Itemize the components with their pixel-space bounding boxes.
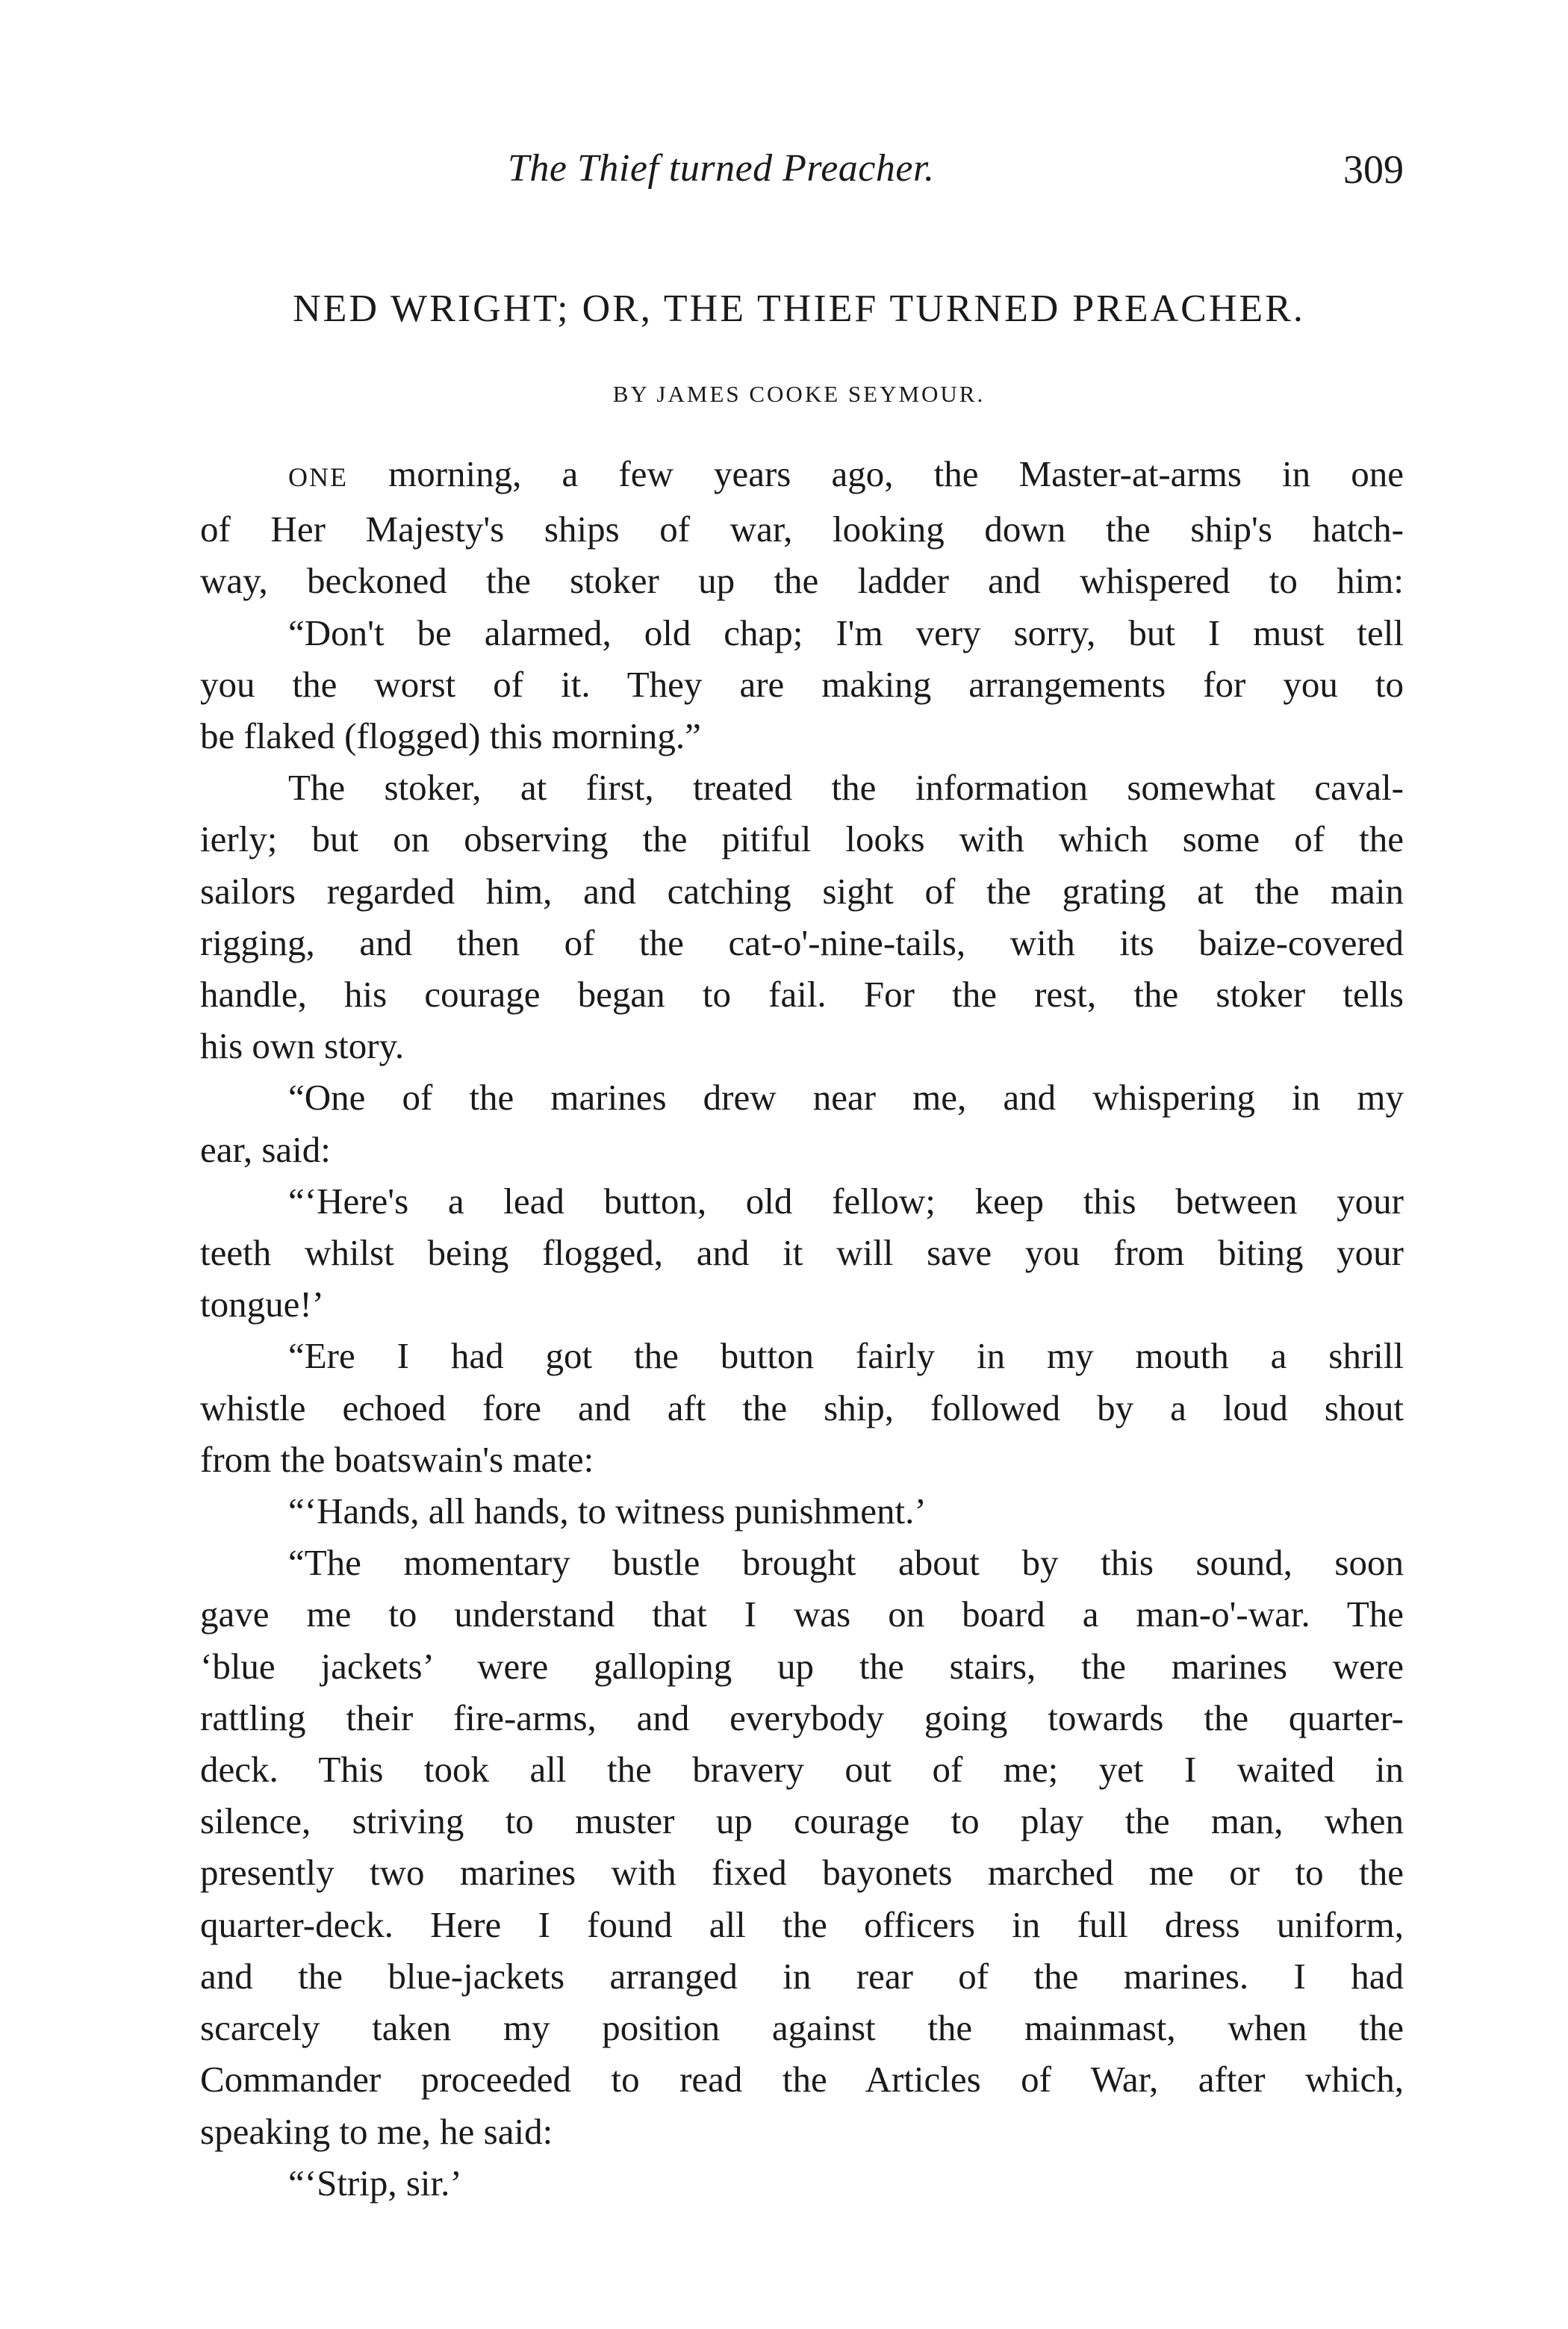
text-line: “‘Here's a lead button, old fellow; keep this between your — [288, 1180, 1404, 1222]
text-line: The stoker, at first, treated the information somewhat caval- — [288, 767, 1404, 809]
text-line: teeth whilst being flogged, and it will save you from biting your — [200, 1232, 1404, 1274]
text-line: rattling their fire-arms, and everybody going towards the quarter- — [200, 1697, 1404, 1738]
text-line: “The momentary bustle brought about by this sound, soon — [288, 1542, 1404, 1584]
text-line: way, beckoned the stoker up the ladder and whispered to him: — [200, 560, 1404, 602]
text-line: quarter-deck. Here I found all the officers in full dress uniform, — [200, 1903, 1404, 1945]
text-line: tongue!’ — [200, 1284, 324, 1325]
text-line: ierly; but on observing the pitiful looks with which some of the — [200, 818, 1404, 860]
text-line: ‘blue jackets’ were galloping up the stairs, the marines were — [200, 1645, 1404, 1687]
text-line: be flaked (flogged) this morning.” — [200, 715, 701, 757]
text-line: “Ere I had got the button fairly in my mouth a shrill — [288, 1335, 1404, 1377]
text-line: Commander proceeded to read the Articles of War, after which, — [200, 2059, 1404, 2101]
text-line: “One of the marines drew near me, and whispering in my — [288, 1077, 1404, 1119]
byline: BY JAMES COOKE SEYMOUR. — [612, 381, 986, 407]
text-line-content: morning, a few years ago, the Master-at-arms in one — [348, 453, 1404, 494]
text-line: sailors regarded him, and catching sight of the grating at the main — [200, 870, 1404, 912]
text-line: his own story. — [200, 1025, 405, 1067]
text-line: and the blue-jackets arranged in rear of the marines. I had — [200, 1955, 1404, 1997]
text-line: whistle echoed fore and aft the ship, followed by a loud shout — [200, 1387, 1404, 1428]
text-line: gave me to understand that I was on board a man-o'-war. The — [200, 1593, 1404, 1635]
text-line: scarcely taken my position against the mainmast, when the — [200, 2007, 1404, 2049]
text-line: “‘Hands, all hands, to witness punishment.’ — [288, 1490, 927, 1532]
text-line: presently two marines with fixed bayonets marched me or to the — [200, 1852, 1404, 1894]
running-title: The Thief turned Preacher. — [508, 147, 935, 190]
text-line — [200, 448, 1404, 503]
text-line: ear, said: — [200, 1128, 331, 1170]
drop-word: ONE — [288, 462, 348, 492]
text-line: speaking to me, he said: — [200, 2110, 553, 2152]
article-title: NED WRIGHT; OR, THE THIEF TURNED PREACHER. — [293, 287, 1305, 330]
page-number: 309 — [1343, 147, 1404, 192]
body-text — [200, 448, 1404, 2209]
text-line: rigging, and then of the cat-o'-nine-tails, with its baize-covered — [200, 921, 1404, 963]
text-line: deck. This took all the bravery out of me; yet I waited in — [200, 1749, 1404, 1791]
text-line: handle, his courage began to fail. For the rest, the stoker tells — [200, 974, 1404, 1016]
text-line: of Her Majesty's ships of war, looking down the ship's hatch- — [200, 509, 1404, 550]
text-line: “Don't be alarmed, old chap; I'm very sorry, but I must tell — [288, 612, 1404, 653]
text-line: you the worst of it. They are making arrangements for you to — [200, 663, 1404, 705]
text-line: “‘Strip, sir.’ — [288, 2162, 462, 2204]
running-head — [194, 146, 1404, 199]
text-line: silence, striving to muster up courage to play the man, when — [200, 1800, 1404, 1842]
text-line: from the boatswain's mate: — [200, 1438, 594, 1480]
